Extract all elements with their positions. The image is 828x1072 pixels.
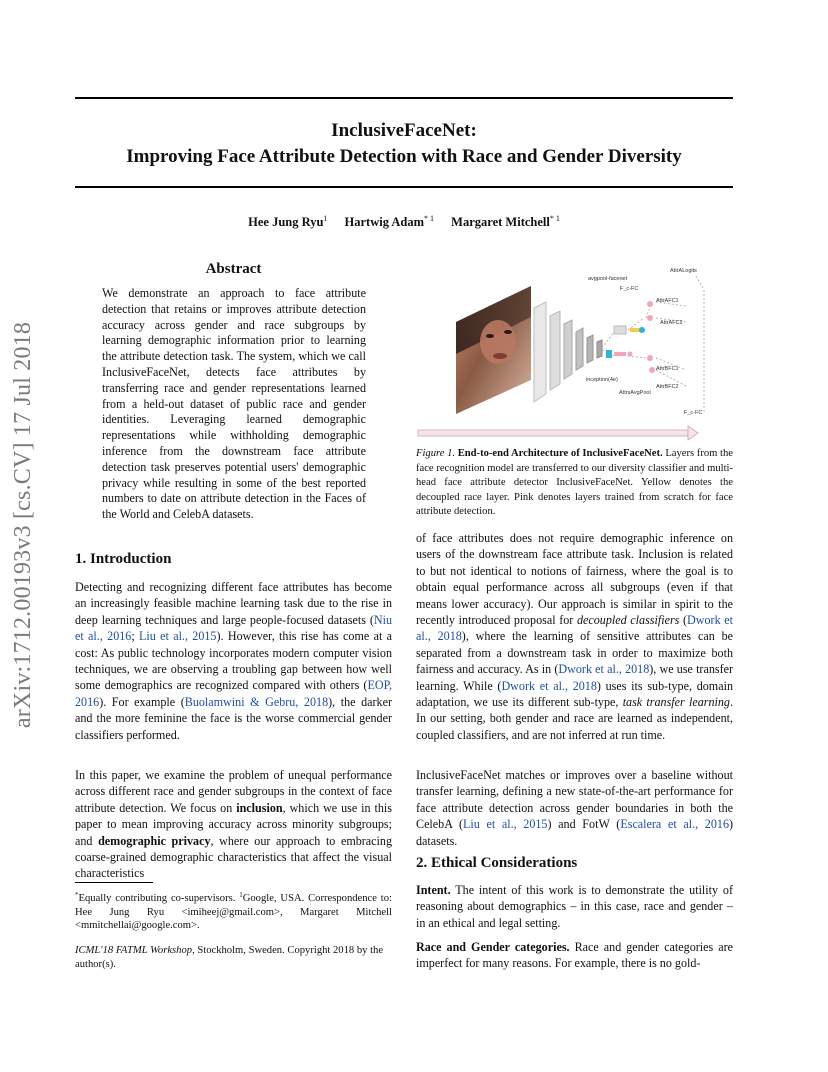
- text-run: Race and gender categories are imperfect for many reasons. For example, there is no gold-: [416, 940, 733, 971]
- citation-link[interactable]: EOP, 2016: [75, 678, 392, 709]
- architecture-figure: [416, 262, 733, 442]
- emphasis-term: decoupled classifiers: [576, 613, 680, 628]
- text-run: In this paper, we examine the problem of unequal performance across different race and gender subgroups in the context of face attribute detection. We focus on: [75, 768, 392, 815]
- input-face-image: [456, 286, 531, 414]
- emphasis-term: demographic privacy: [98, 833, 211, 848]
- intro-paragraph-1: [75, 579, 392, 743]
- figure-caption: [416, 447, 733, 520]
- text-run: ;: [131, 629, 140, 644]
- title-rule-top: [75, 97, 733, 99]
- network-layer-stack: [534, 302, 602, 402]
- text-run: ) uses its sub-type, domain adaptation, we use its different sub-type,: [416, 678, 733, 710]
- citation-link[interactable]: Niu et al., 2016: [75, 612, 392, 644]
- citation-link[interactable]: Escalera et al., 2016: [620, 817, 729, 832]
- data-flow-arrow: [418, 426, 698, 440]
- text-run: of face attributes does not require demographic inference on users of the downstream face attribute task. Inclusion is related to but not identical to notions of fairness, where the goal is to obtain equal performance across all subgroups (even if that means lower accuracy). Our approach is similar in spirit to the recently introduced proposal for: [416, 531, 733, 628]
- abstract-text: We demonstrate an approach to face attribute detection that retains or improves attribute detection accuracy across gender and race subgroups by learning demographic information prior to learning the attribute detection task. The system, which we call InclusiveFaceNet, detects face attributes by transferring race and gender representations learned from a held-out dataset of public race and gender identities. Leveraging learned demographic representations while withholding demographic inference from the downstream face attribute detection task preserves potential users' demographic privacy while resulting in some of the best reported numbers to date on attribute detection in the Faces of the World and CelebA datasets.: [102, 286, 366, 522]
- label-attr-afc1: AttrAFC1: [656, 298, 679, 304]
- citation-link[interactable]: Dwork et al., 2018: [501, 678, 597, 693]
- layer-connectors: [602, 276, 704, 412]
- text-run: Detecting and recognizing different face attributes has become an increasingly feasible machine learning task due to the rise in deep learning techniques and large people-focused datasets (: [75, 580, 392, 627]
- author-affiliation-mark: * 1: [549, 214, 560, 223]
- ethics-paragraph-categories: [416, 939, 733, 972]
- workshop-note: [75, 944, 392, 971]
- footnote: *Equally contributing co-supervisors. $^1$Google, USA. Correspondence to: Hee Jung Ryu <imiheej@gmail.com>, Margaret Mitchell <mmitchellai@google.com>.: [75, 891, 392, 932]
- inception-block: [606, 350, 633, 358]
- label-avgpool-facenet: avgpool-facenet: [588, 276, 628, 282]
- intro-paragraph-3: [416, 530, 733, 743]
- attr-a-head: [647, 301, 653, 321]
- text-run: ) datasets.: [416, 817, 734, 848]
- intro-paragraph-2: [75, 767, 392, 882]
- emphasis-term: task transfer learning: [622, 695, 730, 710]
- label-fc-bottom: F_c-FC: [684, 410, 703, 416]
- citation-link[interactable]: Dwork et al., 2018: [416, 613, 733, 644]
- workshop-copyright: , Stockholm, Sweden. Copyright 2018 by the author(s).: [75, 945, 384, 970]
- figure-caption-text: Layers from the face recognition model are transferred to our diversity classifier and multi-head face attribute detector InclusiveFaceNet. Yellow denotes the decoupled race layer. Pink denotes layers trained from scratch for face attribute detection.: [416, 448, 733, 518]
- figure-caption-title: End-to-end Architecture of InclusiveFaceNet.: [457, 448, 663, 459]
- avgpool-block: [614, 326, 645, 334]
- title-line-1: InclusiveFaceNet:: [331, 120, 477, 141]
- title-line-2: Improving Face Attribute Detection with Race and Gender Diversity: [126, 146, 682, 167]
- workshop-venue: ICML'18 FATML Workshop: [75, 945, 193, 956]
- paragraph-lead: Race and Gender categories.: [416, 940, 570, 954]
- figure-number: Figure 1.: [416, 448, 456, 459]
- author-affiliation-mark: 1: [323, 214, 328, 223]
- text-run: . In our setting, both gender and race are learned as independent, coupled classifiers, and are not inferred at run time.: [416, 695, 733, 742]
- abstract-heading: Abstract: [205, 261, 262, 277]
- author-affiliation-mark: * 1: [424, 214, 435, 223]
- text-run: , where our approach to embracing coarse-grained demographic characteristics that affect the visual characteristics: [75, 833, 392, 881]
- attr-b-head: [647, 355, 655, 373]
- label-attr-bfc1: AttrBFC1: [656, 366, 679, 372]
- section-heading-ethical-considerations: 2. Ethical Considerations: [416, 855, 578, 871]
- text-run: , which we use in this paper to mean improving accuracy across minority subgroups; and: [75, 800, 392, 848]
- citation-link[interactable]: Liu et al., 2015: [462, 817, 548, 832]
- text-run: ), the darker and the more feminine the face is the worse commercial gender classifiers performed.: [75, 694, 392, 742]
- arxiv-identifier-stamp: arXiv:1712.00193v3 [cs.CV] 17 Jul 2018: [10, 321, 36, 729]
- text-run: The intent of this work is to demonstrate the utility of reasoning about demographics – in this case, race and gender – in an ethical and legal setting.: [416, 883, 733, 930]
- paper-title: [75, 118, 733, 170]
- footnote-text: Google, USA. Correspondence to: Hee Jung Ryu <imiheej@gmail.com>, Margaret Mitchell <mmitchellai@google.com>.: [75, 893, 392, 932]
- ethics-paragraph-intent: [416, 882, 733, 931]
- author-name: Hee Jung Ryu: [248, 215, 324, 229]
- text-run: ), where the learning of sensitive attributes can be separated from a downstream task in order to maximize both fairness and accuracy. As in (: [416, 629, 733, 677]
- text-run: ). However, this rise has come at a cost: As public technology incorporates modern computer vision techniques, we are observing a troubling gap between how well some demographics are recognized compared with others (: [75, 629, 392, 693]
- label-fc-top: F_c-FC: [620, 286, 639, 292]
- author-name: Margaret Mitchell: [451, 215, 550, 229]
- author-list: [75, 214, 733, 230]
- text-run: ). For example (: [99, 694, 185, 709]
- label-attrs-avgpool: AttrsAvgPool: [619, 390, 651, 396]
- section-heading-introduction: 1. Introduction: [75, 551, 172, 567]
- label-attr-bfc2: AttrBFC2: [656, 384, 679, 390]
- title-rule-bottom: [75, 186, 733, 188]
- label-inception: inception(4e): [586, 377, 618, 383]
- text-run: ) and FotW (: [547, 817, 621, 832]
- author-name: Hartwig Adam: [344, 215, 425, 229]
- emphasis-term: inclusion: [236, 800, 283, 815]
- citation-link[interactable]: Buolamwini & Gebru, 2018: [184, 694, 329, 709]
- text-run: InclusiveFaceNet matches or improves over a baseline without transfer learning, defining a new state-of-the-art performance for face attribute detection across gender boundaries in both the CelebA (: [416, 768, 733, 832]
- text-run: ), we use transfer learning. While (: [416, 662, 734, 693]
- label-attr-logits: AttrALogits: [670, 268, 697, 274]
- paragraph-lead: Intent.: [416, 883, 451, 897]
- label-attr-afc2: AttrAFC2: [660, 320, 683, 326]
- citation-link[interactable]: Liu et al., 2015: [139, 629, 217, 644]
- text-run: (: [679, 613, 688, 628]
- footnote-rule: [75, 882, 153, 883]
- citation-link[interactable]: Dwork et al., 2018: [558, 662, 650, 677]
- intro-paragraph-4: [416, 767, 733, 849]
- footnote-text: Equally contributing co-supervisors.: [78, 893, 240, 904]
